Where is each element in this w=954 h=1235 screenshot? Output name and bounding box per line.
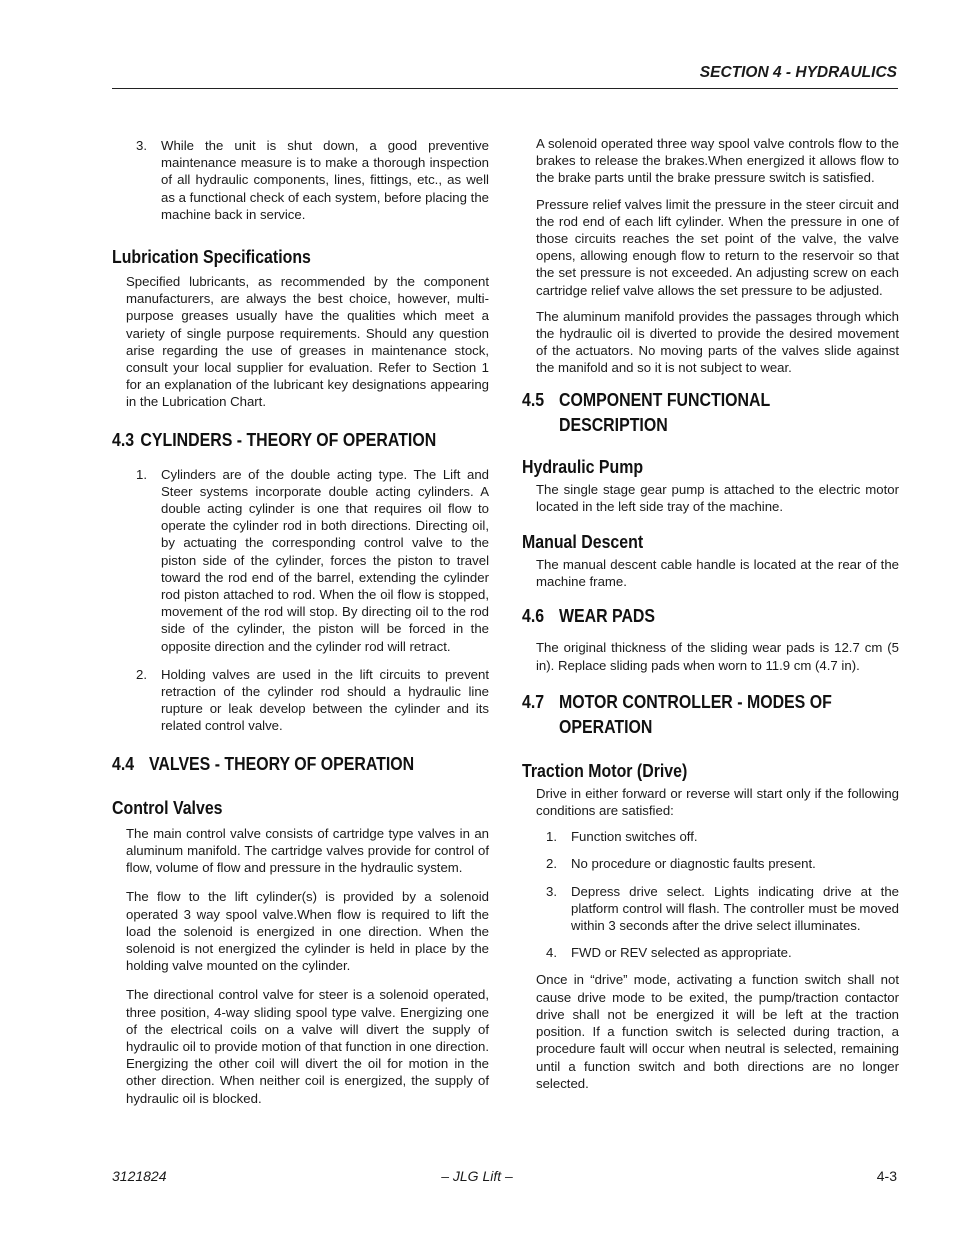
section-number: 4.7 [522, 690, 545, 712]
paragraph: The flow to the lift cylinder(s) is provided by a solenoid operated 3 way spool valve.When flow is required to lift the load the solenoid is energized in one direction. When the solenoid is not energized the cylinder is held in place by the holding valve mounted on the cylinder. [126, 889, 489, 974]
list-item-text: Cylinders are of the double acting type. The Lift and Steer systems incorporate double acting cylinders. A double acting cylinder is one that requires oil flow to operate the cylinder rod in both directions. Directing oil, by actuating the corresponding control valve to the piston side of the cylinder, forces the piston to travel toward the rod end of the barrel, extending the cylinder rod piston attached to rod. When the oil flow is stopped, movement of the rod will stop. By directing oil to the rod side of the cylinder, the piston will be forced in the opposite direction and the cylinder rod will retract. [161, 466, 489, 654]
drive-mode-paragraph: Once in “drive” mode, activating a function switch shall not cause drive mode to be exited, the pump/traction contactor drive shall not be energized it will be left at the traction position. If a function switch is selected during traction, a procedure fault will occur when neutral is selected, remaining until a function switch and both directions are no longer selected. [536, 972, 899, 1091]
section-number: 4.5 [522, 388, 545, 410]
list-item [112, 137, 489, 223]
list-item-text: No procedure or diagnostic faults present. [571, 856, 816, 872]
lubrication-heading: Lubrication Specifications [112, 246, 311, 268]
lubrication-text: Specified lubricants, as recommended by the component manufacturers, are always the best choice, however, multi-purpose greases usually have the qualities which meet a variety of single purpose requirements. Should any question arise regarding the use of greases in maintenance stock, consult your local supplier for evaluation. Refer to Section 1 for an explanation of the lubricant key designations appearing in the Lubrication Chart. [126, 274, 489, 410]
section-number: 4.6 [522, 605, 545, 627]
list-item-number: 3. [546, 883, 557, 899]
paragraph: The aluminum manifold provides the passages through which the hydraulic oil is diverted to provide the desired movement of the actuators. No moving parts of the valves slide against the manifold and so it is not subject to wear. [536, 308, 899, 376]
traction-intro: Drive in either forward or reverse will start only if the following conditions are satisfied: [536, 785, 899, 819]
list-item-number: 1. [546, 829, 557, 845]
hydraulic-pump-heading: Hydraulic Pump [522, 455, 644, 477]
section-title [559, 387, 770, 437]
section-4-3-heading [112, 427, 436, 452]
section-4-5-heading [522, 387, 846, 437]
header-rule [112, 88, 898, 89]
list-item-text: Depress drive select. Lights indicating drive at the platform control will flash. The controller must be moved within 3 seconds after the drive select illuminates. [571, 883, 899, 934]
drive-conditions-list [522, 828, 899, 961]
right-column [522, 134, 899, 1092]
traction-motor-heading: Traction Motor (Drive) [522, 759, 688, 781]
footer-brand: – JLG Lift – [441, 1168, 513, 1184]
list-item [522, 883, 899, 935]
list-item-number: 2. [546, 856, 557, 872]
section-4-6-heading [522, 603, 846, 628]
section-title: VALVES - THEORY OF OPERATION [148, 752, 415, 774]
list-item-text: While the unit is shut down, a good preventive maintenance measure is to make a thorough inspection of all hydraulic components, lines, fittings, etc., as well as a functional check of each system, before placing the machine back in service. [161, 138, 489, 222]
section-title-line: COMPONENT FUNCTIONAL [558, 388, 771, 410]
section-title-line: DESCRIPTION [558, 413, 668, 435]
list-item-number: 4. [546, 945, 557, 961]
section-title-line: MOTOR CONTROLLER - MODES OF [558, 690, 832, 712]
list-item [112, 466, 489, 655]
section-title: CYLINDERS - THEORY OF OPERATION [140, 428, 437, 450]
list-item-text: FWD or REV selected as appropriate. [571, 945, 792, 961]
paragraph: Pressure relief valves limit the pressure in the steer circuit and the rod end of each lift cylinder. When the pressure in one of those circuits reaches the set point of the valve, the valve opens, allowing enough flow to return to the reservoir so that the set pressure is not exceeded. An adjusting screw on each cartridge relief valve allows the set pressure to be adjusted. [536, 196, 899, 298]
section-title [559, 689, 832, 739]
manual-descent-heading: Manual Descent [522, 531, 644, 553]
paragraph: The main control valve consists of cartridge type valves in an aluminum manifold. The cartridge valves provide for control of flow, volume of flow and pressure in the hydraulic system. [126, 825, 489, 876]
list-item [522, 944, 899, 961]
list-item-number: 2. [136, 666, 147, 682]
section-number: 4.4 [112, 752, 135, 774]
manual-descent-text: The manual descent cable handle is located at the rear of the machine frame. [536, 557, 899, 590]
hydraulic-pump-text: The single stage gear pump is attached to the electric motor located in the left side tray of the machine. [536, 481, 899, 514]
section-4-4-heading [112, 751, 436, 776]
section-title-line: OPERATION [558, 715, 653, 737]
paragraph: A solenoid operated three way spool valve controls flow to the brakes to release the brakes.When energized it allows flow to the brake parts until the brake pressure switch is satisfied. [536, 136, 899, 186]
section-header: SECTION 4 - HYDRAULICS [699, 64, 897, 81]
list-item [522, 855, 899, 872]
paragraph: The directional control valve for steer is a solenoid operated, three position, 4-way sliding spool type valve. Energizing one of the electrical coils on a valve will divert the supply of hydraulic oil to provide motion of that function in one direction. Energizing the other coil will divert the oil for motion in the other direction. When neither coil is energized, the supply of hydraulic oil is blocked. [126, 987, 489, 1106]
footer-doc-number: 3121824 [112, 1168, 167, 1184]
section-number: 4.3 [112, 428, 135, 450]
list-item-number: 1. [136, 466, 147, 482]
footer-page-number: 4-3 [876, 1168, 897, 1184]
list-item [522, 828, 899, 845]
list-item-text: Holding valves are used in the lift circuits to prevent retraction of the cylinder rod should a hydraulic line rupture or leak develop between the cylinder and its related control valve. [161, 666, 489, 734]
list-item-text: Function switches off. [571, 829, 698, 845]
list-item [112, 666, 489, 735]
cylinder-list [112, 466, 489, 735]
left-column [112, 134, 489, 1107]
section-title: WEAR PADS [558, 605, 656, 627]
section-4-7-heading [522, 689, 846, 739]
control-valves-heading: Control Valves [112, 796, 223, 818]
wear-pads-text: The original thickness of the sliding wear pads is 12.7 cm (5 in). Replace sliding pads when worn to 11.9 cm (4.7 in). [536, 640, 899, 673]
footer-center [0, 1168, 954, 1184]
intro-list [112, 137, 489, 223]
list-item-number: 3. [136, 138, 147, 153]
